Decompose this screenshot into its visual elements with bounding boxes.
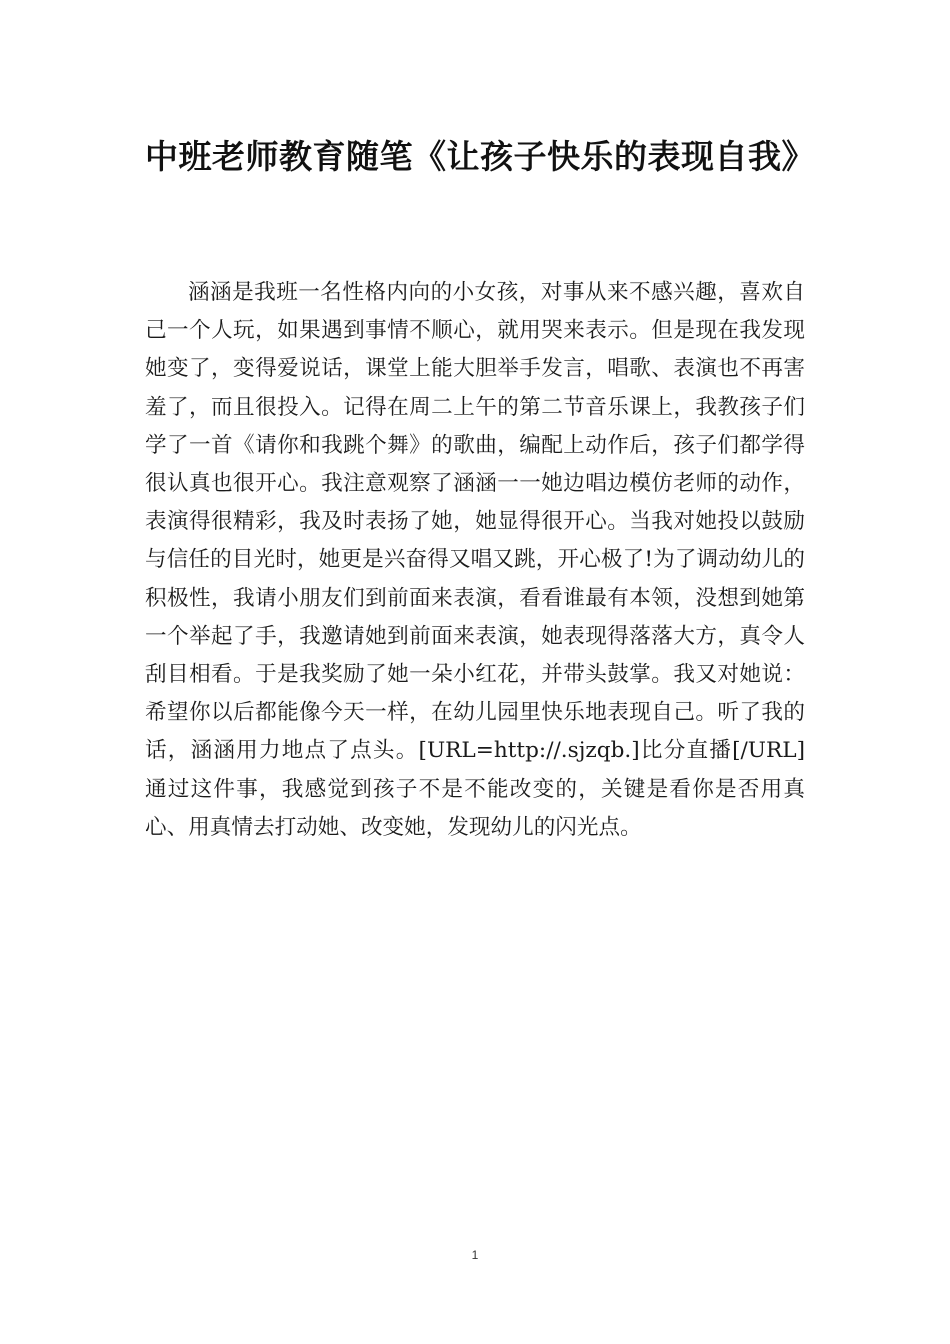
page-number: 1 [471, 1248, 479, 1262]
body-paragraph: 涵涵是我班一名性格内向的小女孩，对事从来不感兴趣，喜欢自己一个人玩，如果遇到事情不顺心，就用哭来表示。但是现在我发现她变了，变得爱说话，课堂上能大胆举手发言，唱歌、表演也不再害羞了，而且很投入。记得在周二上午的第二节音乐课上，我教孩子们学了一首《请你和我跳个舞》的歌曲，编配上动作后，孩子们都学得很认真也很开心。我注意观察了涵涵一一她边唱边模仿老师的动作，表演得很精彩，我及时表扬了她，她显得很开心。当我对她投以鼓励与信任的目光时，她更是兴奋得又唱又跳，开心极了!为了调动幼儿的积极性，我请小朋友们到前面来表演，看看谁最有本领，没想到她第一个举起了手，我邀请她到前面来表演，她表现得落落大方，真令人刮目相看。于是我奖励了她一朵小红花，并带头鼓掌。我又对她说：希望你以后都能像今天一样，在幼儿园里快乐地表现自己。听了我的话，涵涵用力地点了点头。[URL=http://.sjzqb.]比分直播[/URL]通过这件事，我感觉到孩子不是不能改变的，关键是看你是否用真心、用真情去打动她、改变她，发现幼儿的闪光点。 [145, 280, 805, 840]
document-title: 中班老师教育随笔《让孩子快乐的表现自我》 [145, 137, 815, 176]
